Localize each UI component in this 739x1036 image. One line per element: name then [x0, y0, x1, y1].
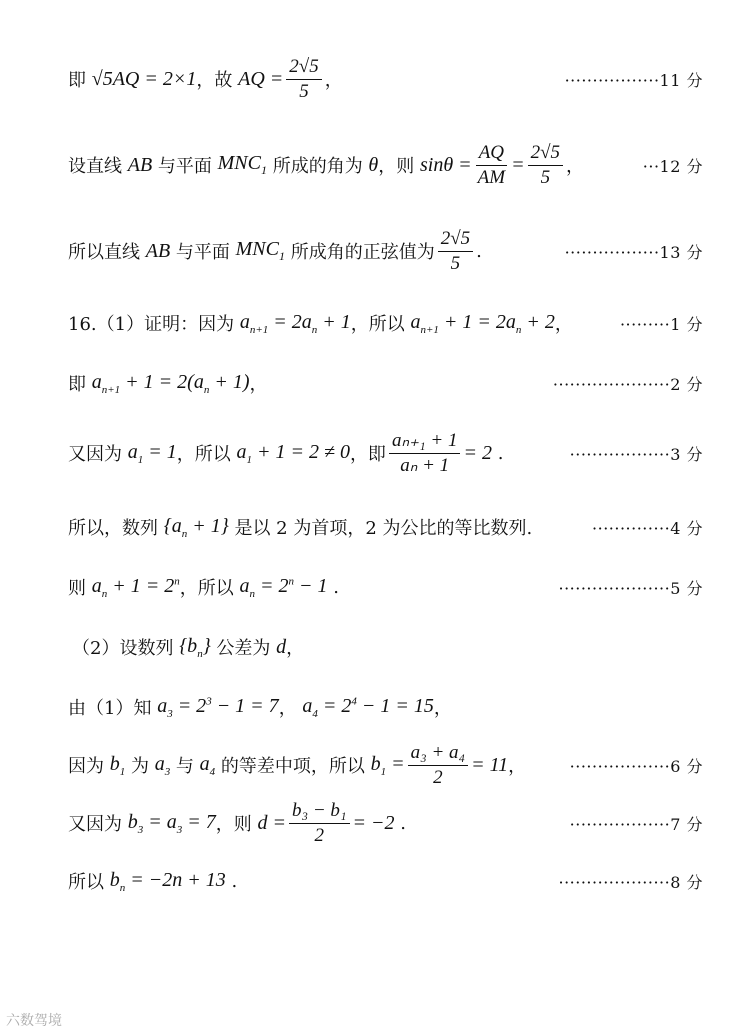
fraction [286, 57, 321, 102]
formula: AB [145, 239, 171, 262]
solution-line-7 [0, 502, 739, 552]
text: 即 [68, 70, 92, 91]
text: 与平面 [152, 156, 218, 177]
score: ·················11 分 [564, 70, 703, 90]
text: 则 [68, 578, 92, 599]
text: . [476, 240, 482, 262]
score: ··················3 分 [569, 444, 703, 464]
text: ，所以 [350, 314, 411, 335]
numerator: a₃ + a₄ [408, 743, 469, 766]
formula: $a_n = 2^n - 1$ [239, 574, 328, 600]
formula: $b_1$ = [370, 752, 405, 778]
solution-line-13 [0, 856, 739, 906]
formula: $\{a_n + 1\}$ [163, 514, 229, 540]
denominator: aₙ + 1 [400, 454, 450, 476]
formula: d [276, 635, 287, 658]
text: 与平面 [170, 242, 236, 263]
text: ，则 [215, 814, 258, 835]
text: . [491, 442, 504, 464]
formula: sinθ = [419, 153, 472, 176]
numerator: 2√5 [528, 143, 563, 166]
formula: = 11 [471, 753, 509, 776]
solution-line-4 [0, 298, 739, 348]
text: ， [433, 698, 452, 719]
solution-line-1 [0, 54, 739, 104]
formula: $a_3$ [154, 752, 171, 778]
numerator: 2√5 [438, 229, 473, 252]
text: 公差为 [210, 638, 277, 659]
text: 所以 [68, 872, 110, 893]
text: ，所以 [179, 578, 240, 599]
denominator: 5 [299, 80, 309, 102]
text: 是以 2 为首项，2 为公比的等比数列. [228, 518, 533, 539]
numerator: aₙ₊₁ + 1 [389, 431, 461, 454]
formula: $b_n = -2n + 13$ [109, 868, 226, 894]
numerator: AQ [476, 143, 507, 166]
score: ····················8 分 [558, 872, 703, 892]
text: ， [286, 638, 305, 659]
formula: $\{b_n\}$ [179, 634, 211, 660]
solution-line-3 [0, 226, 739, 276]
formula: θ [368, 153, 379, 176]
formula: $a_1 = 1$ [127, 440, 177, 466]
solution-line-5 [0, 358, 739, 408]
denominator: 5 [450, 252, 461, 274]
formula: √5AQ = 2×1 [91, 67, 197, 90]
denominator: 2 [433, 766, 443, 788]
formula: $a_{n+1} = 2a_n + 1$ [239, 310, 351, 336]
score: ··················7 分 [569, 814, 703, 834]
text: 所成的角为 [266, 156, 369, 177]
solution-line-8 [0, 562, 739, 612]
text: 设直线 [68, 156, 128, 177]
formula: $a_{n+1} + 1 = 2(a_n + 1)$ [91, 370, 250, 396]
text: . [394, 812, 406, 834]
text: ，所以 [176, 444, 237, 465]
formula: $MNC_1$ [235, 238, 285, 263]
text: ，故 [196, 70, 239, 91]
score: ··············4 分 [592, 518, 703, 538]
text: ，则 [378, 156, 420, 177]
text: 因为 [68, 756, 110, 777]
text: （2）设数列 [72, 638, 180, 659]
denominator: AM [477, 166, 506, 188]
formula: $a_3 = 2^3 - 1 = 7$ [157, 694, 279, 720]
text: 所以直线 [68, 242, 146, 263]
numerator: 2√5 [286, 57, 321, 80]
solution-line-6 [0, 428, 739, 478]
formula: $a_1 + 1 = 2 \ne 0$ [236, 440, 350, 466]
text: 的等差中项，所以 [215, 756, 371, 777]
text: ， [249, 374, 268, 395]
solution-line-12 [0, 798, 739, 848]
text: 与 [170, 756, 200, 777]
solution-line-10 [0, 682, 739, 732]
numerator: b₃ − b₁ [289, 801, 350, 824]
score: ·········1 分 [619, 314, 703, 334]
text: ， [554, 314, 573, 335]
text: . [327, 576, 339, 598]
formula: = −2 [352, 811, 395, 834]
formula: AQ = [238, 67, 284, 90]
formula: $a_4 = 2^4 - 1 = 15$ [302, 694, 434, 720]
text: ，即 [349, 444, 386, 465]
fraction [389, 431, 461, 476]
text: ， [278, 698, 303, 719]
solution-line-2 [0, 140, 739, 190]
denominator: 5 [540, 166, 551, 188]
text: 即 [68, 374, 92, 395]
fraction [475, 143, 508, 188]
fraction [408, 743, 469, 788]
formula: = [511, 153, 525, 176]
solution-line-9 [0, 622, 739, 672]
text: 又因为 [68, 444, 128, 465]
formula: $b_1$ [109, 752, 126, 778]
denominator: 2 [314, 824, 324, 846]
score: ···12 分 [642, 156, 703, 176]
watermark: 六数驾境 [6, 1013, 62, 1029]
formula: $a_{n+1} + 1 = 2a_n + 2$ [410, 310, 555, 336]
text: ， [566, 156, 585, 177]
text: ， [324, 70, 343, 91]
fraction [438, 229, 473, 274]
formula: $a_n + 1 = 2^n$ [91, 574, 180, 600]
formula: AB [127, 153, 153, 176]
score: ·····················2 分 [552, 374, 703, 394]
text: 所以，数列 [68, 518, 164, 539]
text: 16.（1）证明：因为 [68, 314, 240, 335]
formula: $b_3 = a_3 = 7$ [127, 810, 216, 836]
solution-line-11 [0, 740, 739, 790]
score: ··················6 分 [569, 756, 703, 776]
score: ·················13 分 [564, 242, 703, 262]
fraction [289, 801, 350, 846]
text: 为 [125, 756, 155, 777]
formula: d = [257, 811, 286, 834]
text: 所成角的正弦值为 [284, 242, 435, 263]
formula: = 2 [463, 441, 492, 464]
text: ， [508, 756, 527, 777]
score: ····················5 分 [558, 578, 703, 598]
fraction [528, 143, 563, 188]
formula: $a_4$ [199, 752, 216, 778]
formula: $MNC_1$ [217, 152, 267, 177]
text: . [225, 870, 238, 892]
text: 又因为 [68, 814, 128, 835]
text: 由（1）知 [68, 698, 158, 719]
